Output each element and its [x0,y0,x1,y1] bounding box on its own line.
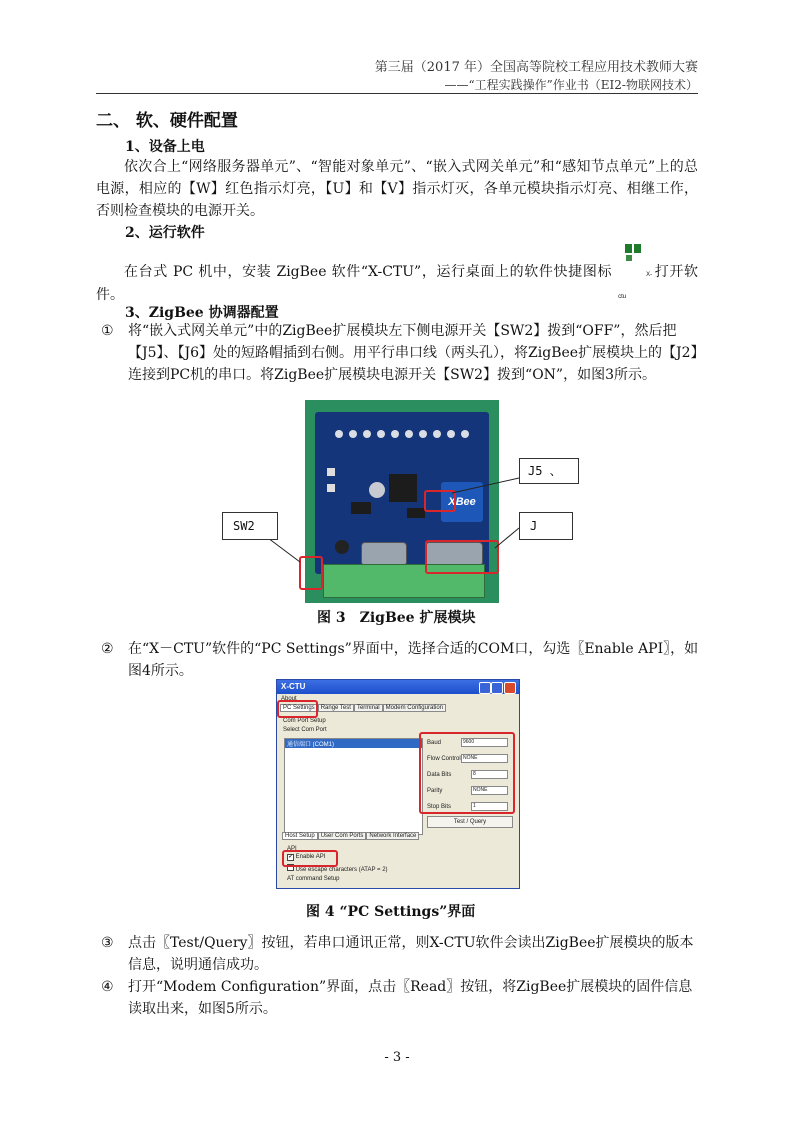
stop-bits-label: Stop Bits [427,804,452,810]
parity-label: Parity [427,788,443,794]
minimize-button[interactable] [479,682,491,694]
checkbox-check-icon: ✔ [288,854,293,860]
tab-network-interface[interactable]: Network Interface [366,832,419,840]
figure4-caption: 图 4 “PC Settings”界面 [306,904,476,920]
maximize-button[interactable] [491,682,503,694]
callout-j5: J5 、 [519,458,579,484]
close-button[interactable] [504,682,516,694]
at-command-group-label: AT command Setup [287,876,340,882]
baud-select[interactable]: 9600 [461,738,508,747]
sub2-title: 2、运行软件 [125,225,205,241]
list-item: ④ 打开“Modem Configuration”界面，点击〖Read〗按钮，将ZigBee扩展模块的固件信息读取出来，如图5所示。 [101,979,693,1017]
sub3-title: 3、ZigBee 协调器配置 [125,305,279,321]
sub2-body-before: 在台式 PC 机中，安装 ZigBee 软件“X-CTU”，运行桌面上的软件快捷图标 [124,264,613,280]
com-port-group-label: Com Port Setup [283,718,326,724]
sub1-title: 1、设备上电 [125,139,205,155]
about-menu[interactable]: About [281,696,297,702]
host-tabs [282,832,419,840]
tab-range-test[interactable]: Range Test [318,704,354,712]
serial-settings-highlight [419,732,515,814]
section-title: 二、 软、硬件配置 [96,111,238,131]
list-item: ① 将“嵌入式网关单元”中的ZigBee扩展模块左下侧电源开关【SW2】拨到“OFF”，然后把【J5】、【J6】处的短路帽插到右侧。用平行串口线（两头孔），将ZigBee扩展模块上的【J2】连接到PC机的串口。将ZigBee扩展模块电源开关【SW2】拨到“ON”，如图3所示。 [101,323,698,383]
escape-checkbox[interactable]: Use escape characters (ATAP = 2) [287,864,388,873]
com-port-item[interactable]: 通信端口 (COM1) [285,739,422,748]
sub1-body: 依次合上“网络服务器单元”、“智能对象单元”、“嵌入式网关单元”和“感知节点单元”上的总电源，相应的【W】红色指示灯亮，【U】和【V】指示灯灭，各单元模块指示灯亮、相继工作，否则检查模块的电源开关。 [96,159,698,219]
window-titlebar: X-CTU [277,680,519,694]
data-bits-label: Data Bits [427,772,452,778]
data-bits-select[interactable]: 8 [471,770,508,779]
com-port-list[interactable] [284,738,423,835]
test-query-button[interactable]: Test / Query [427,816,513,828]
stop-bits-select[interactable]: 1 [471,802,508,811]
enable-api-highlight [282,850,338,867]
pc-settings-highlight [277,700,318,718]
zigbee-board-photo: XBee [305,400,499,603]
tab-pc-settings[interactable]: PC Settings [280,704,318,712]
list-item: ② 在“X－CTU”软件的“PC Settings”界面中，选择合适的COM口，勾选〖Enable API〗，如图4所示。 [101,641,699,679]
callout-j: J [519,512,573,540]
callout-sw2: SW2 [222,512,278,540]
list-item: ③ 点击〖Test/Query〗按钮，若串口通讯正常，则X-CTU软件会读出ZigBee扩展模块的版本信息，说明通信成功。 [101,935,694,973]
tab-host-setup[interactable]: Host Setup [282,832,318,840]
xctu-shortcut-icon: X-ctu [618,258,648,284]
select-com-label: Select Com Port [283,727,327,733]
baud-label: Baud [427,740,442,746]
header-subtitle: ——“工程实践操作”作业书（EI2-物联网技术） [444,78,698,92]
sub2-body-after: 打开软件。 [96,264,698,303]
enable-api-checkbox[interactable]: ✔ Enable API [288,854,326,860]
flow-control-label: Flow Control [427,756,461,762]
header-title: 第三届（2017 年）全国高等院校工程应用技术教师大赛 [374,60,698,75]
tab-user-com-ports[interactable]: User Com Ports [318,832,367,840]
api-group-label: API [287,846,297,852]
tab-terminal[interactable]: Terminal [354,704,383,712]
page-number: - 3 - [384,1050,410,1065]
flow-control-select[interactable]: NONE [461,754,508,763]
parity-select[interactable]: NONE [471,786,508,795]
figure3-caption: 图 3 ZigBee 扩展模块 [317,610,476,626]
tab-modem-configuration[interactable]: Modem Configuration [383,704,446,712]
